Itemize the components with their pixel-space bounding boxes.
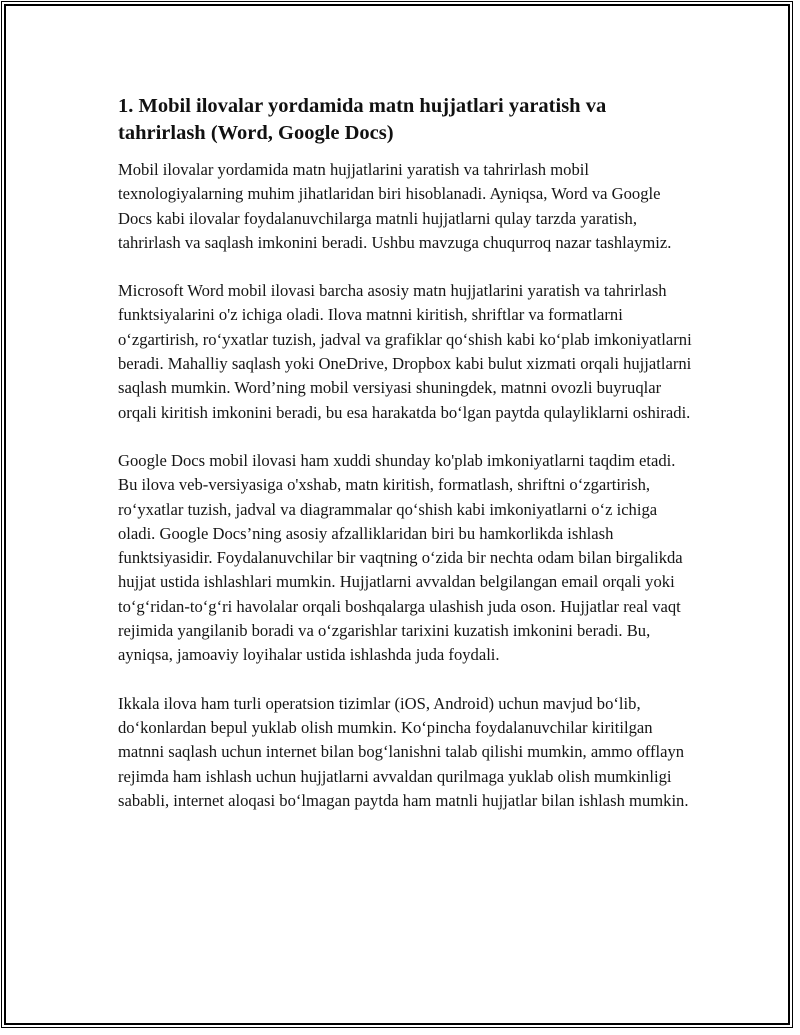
- paragraph-intro: Mobil ilovalar yordamida matn hujjatlarini yaratish va tahrirlash mobil texnologiyalarning muhim jihatlaridan biri hisoblanadi. Ayniqsa, Word va Google Docs kabi ilovalar foydalanuvchilarga matnli hujjatlarni qulay tarzda yaratish, tahrirlash va saqlash imkonini beradi. Ushbu mavzuga chuqurroq nazar tashlaymiz.: [118, 160, 672, 252]
- paragraph-platforms: Ikkala ilova ham turli operatsion tizimlar (iOS, Android) uchun mavjud boʻlib, doʻkonlardan bepul yuklab olish mumkin. Koʻpincha foydalanuvchilar kiritilgan matnni saqlash uchun internet bilan bogʻlanishni talab qilishi mumkin, ammo offlayn rejimda ham ishlash uchun hujjatlarni avvaldan qurilmaga yuklab olish mumkinligi sababli, internet aloqasi boʻlmagan paytda ham matnli hujjatlar bilan ishlash mumkin.: [118, 693, 689, 810]
- paragraph-google-docs: Google Docs mobil ilovasi ham xuddi shunday ko'plab imkoniyatlarni taqdim etadi. Bu ilova veb-versiyasiga o'xshab, matn kiritish, formatlash, shriftni oʻzgartirish, roʻyxatlar tuzish, jadval va diagrammalar qoʻshish kabi imkoniyatlarni oʻz ichiga oladi. Google Docs’ning asosiy afzalliklaridan biri bu hamkorlikda ishlash funktsiyasidir. Foydalanuvchilar bir vaqtning oʻzida bir nechta odam bilan birgalikda hujjat ustida ishlashlari mumkin. Hujjatlarni avvaldan belgilangan email orqali yoki toʻgʻridan-toʻgʻri havolalar orqali boshqalarga ulashish juda oson. Hujjatlar real vaqt rejimida yangilanib boradi va oʻzgarishlar tarixini kuzatish imkonini beradi. Bu, ayniqsa, jamoaviy loyihalar ustida ishlashda juda foydali.: [118, 450, 683, 665]
- paragraph-word: Microsoft Word mobil ilovasi barcha asosiy matn hujjatlarini yaratish va tahrirlash funktsiyalarini o'z ichiga oladi. Ilova matnni kiritish, shriftlar va formatlarni oʻzgartirish, roʻyxatlar tuzish, jadval va grafiklar qoʻshish kabi koʻplab imkoniyatlarni beradi. Mahalliy saqlash yoki OneDrive, Dropbox kabi bulut xizmati orqali hujjatlarni saqlash mumkin. Word’ning mobil versiyasi shuningdek, matnni ovozli buyruqlar orqali kiritish imkonini beradi, bu esa harakatda boʻlgan paytda qulayliklarni oshiradi.: [118, 281, 692, 422]
- section-heading: 1. Mobil ilovalar yordamida matn hujjatlari yaratish va tahrirlash (Word, Google Docs): [118, 95, 607, 144]
- document-body: [118, 93, 698, 837]
